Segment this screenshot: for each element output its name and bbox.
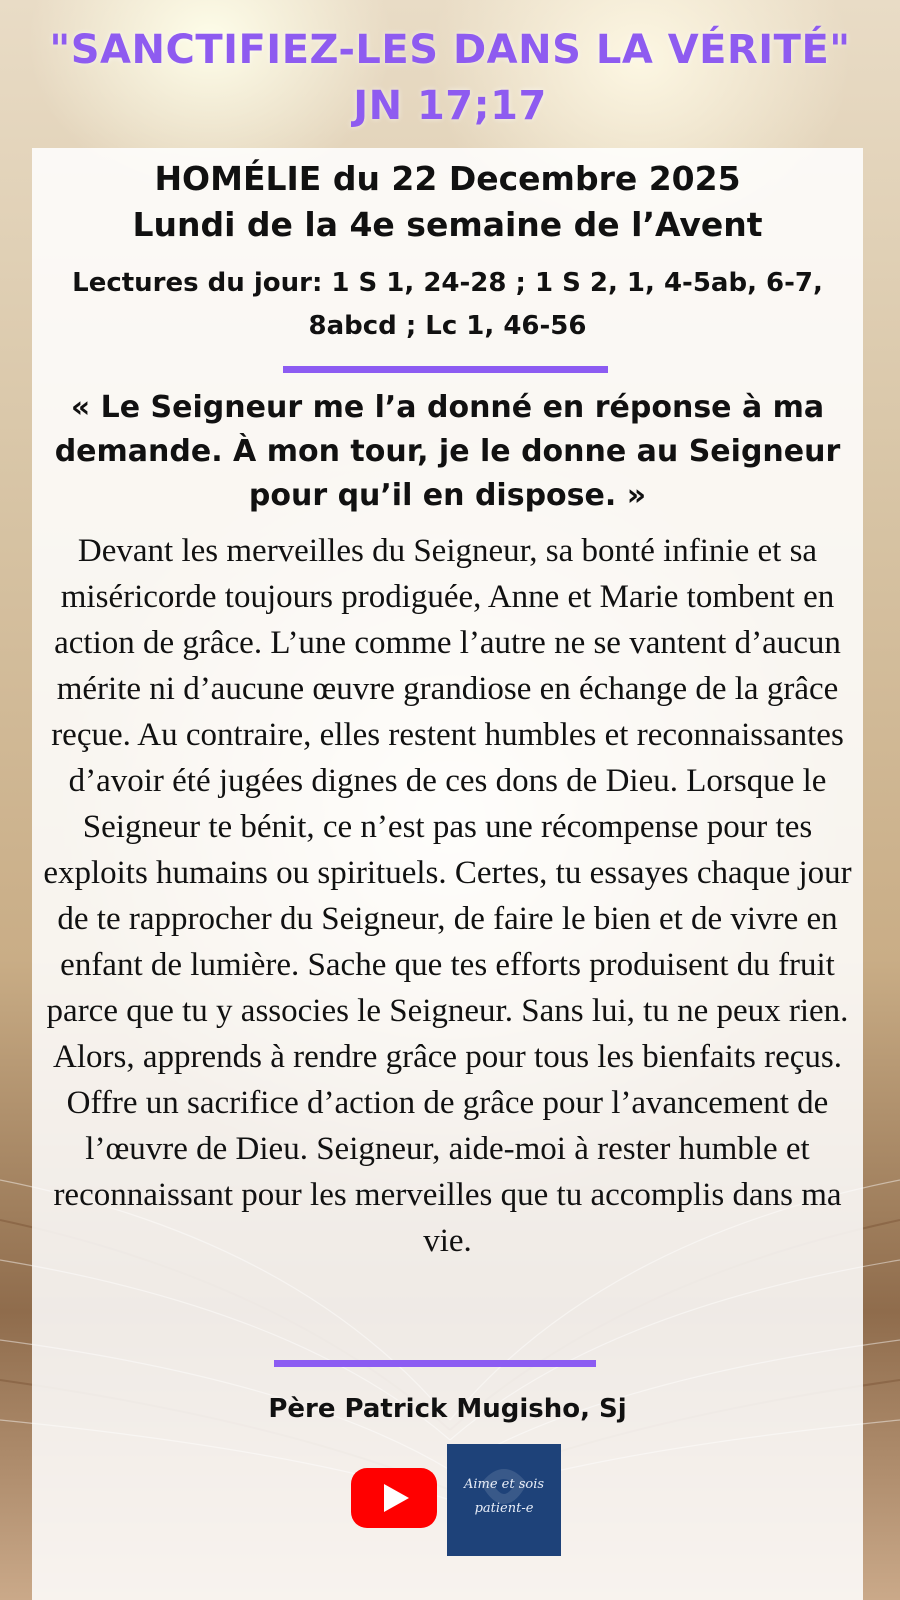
youtube-icon[interactable]	[351, 1468, 437, 1528]
homily-date-title: HOMÉLIE du 22 Decembre 2025	[154, 159, 741, 198]
page-heading	[0, 22, 900, 134]
homily-body: Devant les merveilles du Seigneur, sa bonté infinie et sa miséricorde toujours prodiguée, Anne et Marie tombent en action de grâce. L’une comme l’autre ne se vantent d’aucun mérite ni d’aucune œuvre grandiose en échange de la grâce reçue. Au contraire, elles restent humbles et reconnaissantes d’avoir été jugées dignes de ces dons de Dieu. Lorsque le Seigneur te bénit, ce n’est pas une récompense pour tes exploits humains ou spirituels. Certes, tu essayes chaque jour de te rapprocher du Seigneur, de faire le bien et de vivre en enfant de lumière. Sache que tes efforts produisent du fruit parce que tu y associes le Seigneur. Sans lui, tu ne peux rien. Alors, apprends à rendre grâce pour tous les bienfaits reçus. Offre un sacrifice d’action de grâce pour l’avancement de l’œuvre de Dieu. Seigneur, aide-moi à rester humble et reconnaissant pour les merveilles que tu accomplis dans ma vie.	[43, 533, 852, 1259]
daily-readings: Lectures du jour: 1 S 1, 24-28 ; 1 S 2, 1, 4-5ab, 6-7, 8abcd ; Lc 1, 46-56	[72, 268, 823, 341]
homily-liturgical-day: Lundi de la 4e semaine de l’Avent	[132, 205, 763, 244]
divider-top	[283, 366, 608, 373]
channel-logo[interactable]	[447, 1444, 561, 1556]
heading-verse-title: "SANCTIFIEZ-LES DANS LA VÉRITÉ"	[49, 27, 851, 73]
scripture-quote: « Le Seigneur me l’a donné en réponse à ma demande. À mon tour, je le donne au Seigneur pour qu’il en dispose. »	[54, 390, 841, 513]
homily-card	[32, 148, 863, 1600]
heading-verse-reference: JN 17;17	[353, 83, 547, 129]
homily-title-block	[32, 156, 863, 248]
author-signature: Père Patrick Mugisho, Sj	[268, 1394, 627, 1424]
logo-text-line2: patient-e	[474, 1501, 534, 1516]
logo-text-line1: Aime et sois	[463, 1477, 545, 1492]
divider-bottom	[274, 1360, 596, 1367]
